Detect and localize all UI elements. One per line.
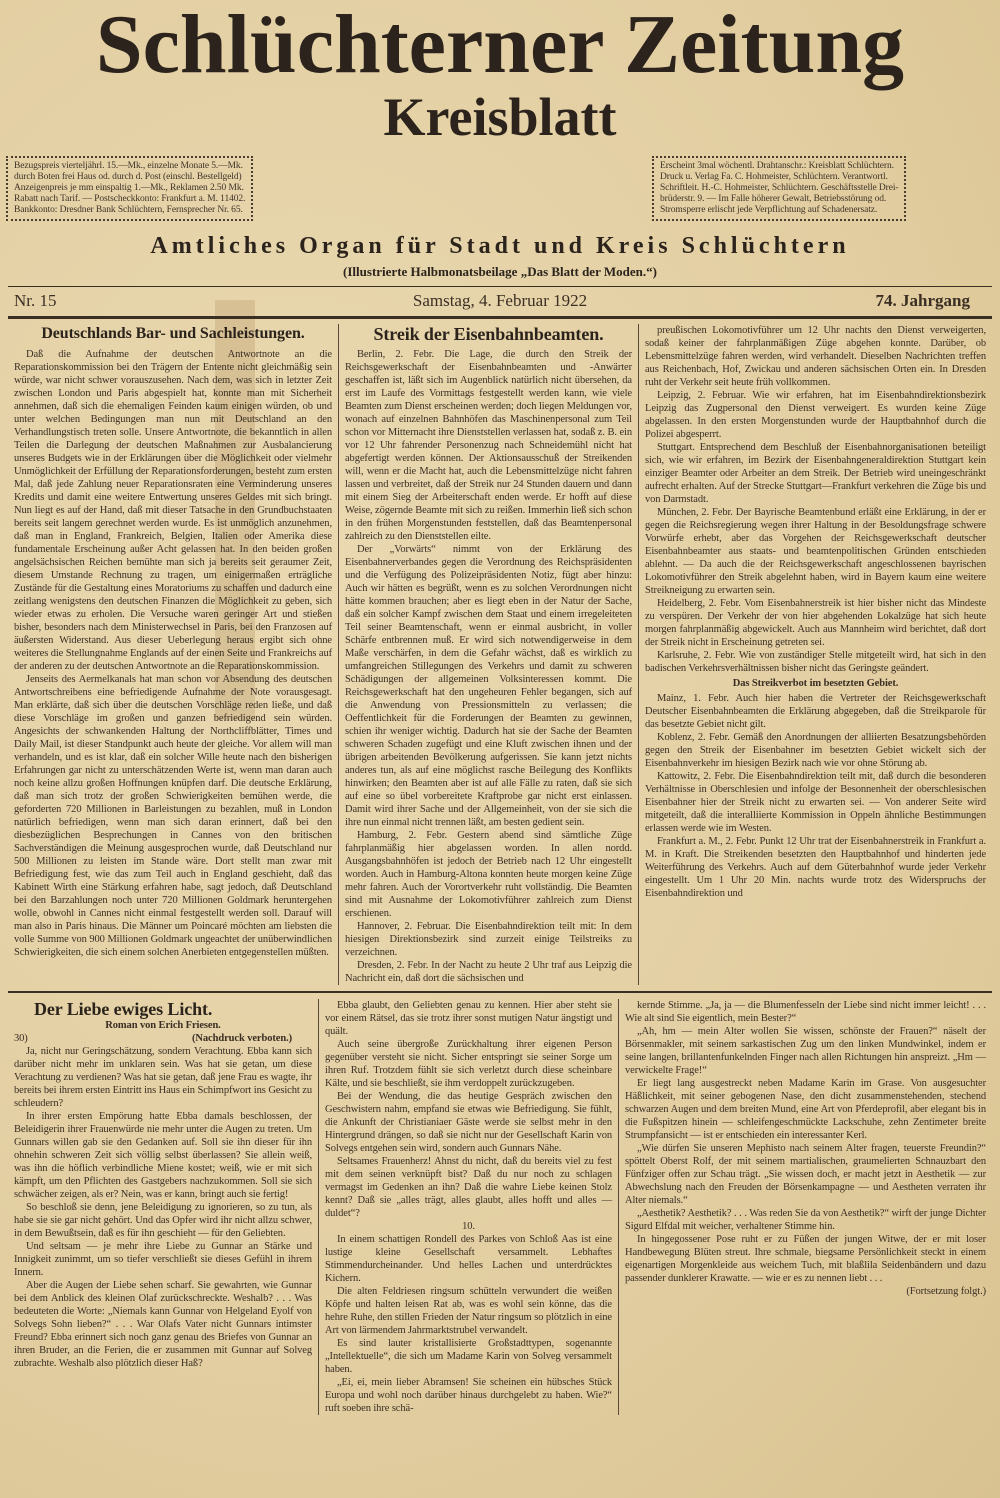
info-line: durch Boten frei Haus od. durch d. Post (einschl. Bestellgeld)	[14, 172, 242, 182]
reprint-notice: (Nachdruck verboten.)	[192, 1033, 292, 1044]
paragraph: Auch seine übergroße Zurückhaltung ihrer eigenen Person gegenüber versteht sie nicht. Sicher entspringt sie seiner Sorge um ihren Ruf. Trotzdem fühlt sie sich verletzt durch diese scheinbare Kälte, und sie beschließt, sie ihm verdoppelt zurückzugeben.	[325, 1039, 612, 1089]
article-reparations	[8, 324, 338, 985]
paragraph: „Ah, hm — mein Alter wollen Sie wissen, schönste der Frauen?“ näselt der Börsenmakler, mit seinem sarkastischen Zug um den linken Mundwinkel, indem er seine langen, brillantenfunkelnden Finger nach allen Richtungen hin anspreizt. „Hm — verwickelte Frage!“	[625, 1026, 986, 1076]
paragraph: So beschloß sie denn, jene Beleidigung zu ignorieren, so zu tun, als habe sie sie gar nicht gehört. Und das Opfer wird ihr nicht allzu schwer, in dem Bewußtsein, daß es für ihn geschieht — für den Geliebten.	[14, 1202, 312, 1239]
paragraph: „Ei, ei, mein lieber Abramsen! Sie scheinen ein hübsches Stück Europa und wohl noch darüber hinaus durchgelebt zu haben. Wie?“ ruft soeben ihre schä-	[325, 1377, 612, 1414]
paragraph: Dresden, 2. Febr. In der Nacht zu heute 2 Uhr traf aus Leipzig die Nachricht ein, daß dort die sächsischen und	[345, 960, 632, 984]
info-line: Druck u. Verlag Fa. C. Hohmeister, Schlüchtern. Verantwortl.	[660, 172, 888, 182]
novel-section	[8, 999, 992, 1415]
paragraph: In ihrer ersten Empörung hatte Ebba damals beschlossen, der Beleidigerin ihrer Frauenwürde nie mehr unter die Augen zu treten. Um Gunnars willen gab sie den Gedanken auf. Soll sie ihn dieser für ihn ohnehin schweren Zeit sich völlig selbst überlassen? Sie allein weiß, was ihn die höflich verbindliche Miene kostet; weiß, wie er mit sich kämpft, um den Pflichten des Gastgebers nachzukommen. Soll sie sich schwächer zeigen, als er? Nein, was er kann, bringt auch sie fertig!	[14, 1111, 312, 1200]
divider	[8, 991, 992, 993]
installment-number: 30)	[14, 1033, 28, 1044]
article-headline: Streik der Eisenbahnbeamten.	[373, 324, 604, 344]
article-strike-continued	[638, 324, 992, 985]
paragraph: Karlsruhe, 2. Febr. Wie von zuständiger Stelle mitgeteilt wird, hat sich in den badischen Verkehrsverhältnissen bisher nicht das Geringste geändert.	[645, 650, 986, 674]
novel-column-3	[618, 999, 992, 1415]
paragraph: kernde Stimme. „Ja, ja — die Blumenfesseln der Liebe sind nicht immer leicht! . . . Wie alt sind Sie eigentlich, mein Bester?“	[625, 1000, 986, 1024]
masthead-title: Schlüchterner Zeitung	[95, 0, 905, 91]
paragraph: Stuttgart. Entsprechend dem Beschluß der Eisenbahnorganisationen beteiligt sich, wie wir erfahren, im Bezirk der Eisenbahngeneraldirektion Stuttgart kein einziger Beamter oder Arbeiter an dem Streik. Der Betrieb wird uneingeschränkt aufrecht erhalten. Auf der Strecke Stuttgart—Frankfurt verkehren die Züge bis und von Darmstadt.	[645, 442, 986, 505]
paragraph: (Fortsetzung folgt.)	[906, 1286, 986, 1297]
paragraph: Hamburg, 2. Febr. Gestern abend sind sämtliche Züge fahrplanmäßig hier abgelassen worden. In allen nordd. Ausgangsbahnhöfen ist jedoch der Betrieb nach 12 Uhr eingestellt worden. Auch in Hamburg-Altona konnten heute morgen keine Züge mehr fahren. Auch der Vorortverkehr ruht vollständig. Die Beamten sind mit Ausnahme der Lokomotivführer zahlreich zum Dienst erschienen.	[345, 830, 632, 919]
info-line: Bankkonto: Dresdner Bank Schlüchtern, Fernsprecher Nr. 65.	[14, 205, 243, 215]
article-headline: Deutschlands Bar- und Sachleistungen.	[41, 325, 305, 342]
official-organ-line: Amtliches Organ für Stadt und Kreis Schlüchtern	[150, 233, 850, 259]
info-line: Anzeigenpreis je mm einspaltig 1.—Mk., Reklamen 2.50 Mk.	[14, 183, 244, 193]
paragraph: In einem schattigen Rondell des Parkes von Schloß Aas ist eine lustige kleine Gesellschaft versammelt. Lebhaftes Stimmendurcheinander. Und helles Lachen und unterdrücktes Kichern.	[325, 1234, 612, 1284]
paragraph: Seltsames Frauenherz! Ahnst du nicht, daß du bereits viel zu fest mit dem seinen verknüpft bist? Daß du nur noch zu schlagen vermagst im Gedenken an ihn? Daß die wahre Liebe keinen Stolz kennt? Daß sie „alles trägt, alles glaubt, alles hofft und alles — duldet“?	[325, 1156, 612, 1219]
paragraph: Jenseits des Aermelkanals hat man schon vor Absendung des deutschen Antwortschreibens eine befriedigende Aufnahme der Note vorausgesagt. Man erklärte, daß sich über die deutschen Vorschläge reden ließe, und daß diese Vorschläge im großen und ganzen befriedigend sein würden. Angesichts der schwankenden Haltung der Northcliffblätter, Times und Daily Mail, ist dieser Standpunkt auch heute der gleiche. Vor allem will man verhandeln, und es ist klar, daß ein solcher Wille heute nach den bisherigen Erfahrungen gar nicht zu unterschätzenden Werte ist, wenn man daran auch noch keine allzu großen Hoffnungen knüpfen darf. Die deutsche Erklärung, daß man sich trotz der großen Schwierigkeiten bemühen werde, die geforderten 720 Millionen in Barleistungen zu bezahlen, muß in London natürlich befriedigen, wenn man sich daran erinnert, daß bei den diesbezüglichen Besprechungen in Cannes von den britischen Sachverständigen die Meinung ausgesprochen wurde, daß Deutschland nur 500 Millionen zu leisten im Stande wäre. Dort stellt man zwar mit Befriedigung fest, wie das zum Teil auch in England geschieht, daß das Kabinett Wirth eine Stärkung erfahren habe, sagt jedoch, daß Deutschland bei den Barzahlungen noch unter 720 Millionen Goldmark heruntergehen wolle, obwohl in Cannes nicht einmal festgestellt werden soll. Darauf will man also in Paris hinaus. Die Männer um Poincaré möchten am liebsten die volle Summe von 900 Millionen Goldmark ungeachtet der unüberwindlichen Schwierigkeiten, die sich einem solchen Anerbieten entgegenstellen müßten.	[14, 674, 332, 958]
info-line: Bezugspreis vierteljährl. 15.—Mk., einzelne Monate 5.—Mk.	[14, 161, 243, 171]
paragraph: Hannover, 2. Februar. Die Eisenbahndirektion teilt mit: In dem hiesigen Direktionsbezirk sind zurzeit einige Teilstreiks zu verzeichnen.	[345, 921, 632, 958]
novel-byline: Roman von Erich Friesen.	[105, 1020, 221, 1031]
paragraph: „Aesthetik? Aesthetik? . . . Was reden Sie da von Aesthetik?“ wirft der junge Dichter Sigurd Elfdal mit weicher, verhaltener Stimme hin.	[625, 1208, 986, 1232]
paragraph: Der „Vorwärts“ nimmt von der Erklärung des Eisenbahnerverbandes gegen die Verordnung des Reichspräsidenten und die Verfügung des Polizeipräsidenten Notiz, fügt aber hinzu: Auch wir hätten es begrüßt, wenn es zu solchen Verordnungen nicht hätte kommen brauchen; aber es liegt eben in der Natur der Sache, daß ein solcher Kampf zwischen dem Staat und einem irregeleiteten Teil seiner Beamtenschaft, wenn er einmal ausbricht, in voller Schärfe entbrennen muß. Er wird sich notwendigerweise in dem Maße verschärfen, in dem die Gefahr wächst, daß es wirklich zu umfangreichen Stillegungen des Verkehrs und damit zu schweren Schädigungen der allgemeinen Volksinteressen kommt. Die Reichsgewerkschaft hat den ungeheuren Fehler begangen, sich auf die Anwendung von Pressionsmitteln zu verlassen; die Oeffentlichkeit für die Forderungen der Beamten zu gewinnen, schien ihr weniger wichtig. Dadurch hat sie der Sache der Beamten schweren Schaden zugefügt und eine Kluft zwischen ihnen und der übrigen arbeitenden Bevölkerung aufgerissen. Sie kann jetzt nichts anderes tun, als auf eine möglichst rasche Beilegung des Konflikts hinwirken; den Beamten aber ist auf alle Fälle zu raten, daß sie sich auf eine so übel vorbereitete Kraftprobe gar nicht erst einlassen. Damit wird ihrer Sache und der Allgemeinheit, von der sie sich die ihre nun einmal nicht trennen läßt, am besten gedient sein.	[345, 544, 632, 828]
paragraph: Und seltsam — je mehr ihre Liebe zu Gunnar an Stärke und Innigkeit zunimmt, um so tiefer verschließt sie dieses Gefühl in ihrem Innern.	[14, 1241, 312, 1278]
divider	[8, 286, 992, 287]
page-body	[8, 324, 992, 1415]
divider	[8, 316, 992, 319]
info-line: Schriftleit. H.-C. Hohmeister, Schlüchtern. Geschäftsstelle Drei-	[660, 183, 899, 193]
paragraph: Ebba glaubt, den Geliebten genau zu kennen. Hier aber steht sie vor einem Rätsel, das sie trotz ihrer sonst mutigen Natur ängstigt und quält.	[325, 1000, 612, 1037]
top-articles	[8, 324, 992, 985]
paragraph: Koblenz, 2. Febr. Gemäß den Anordnungen der alliierten Besatzungsbehörden gegen den Streik der Eisenbahner im besetzten Gebiet wickelt sich der Eisenbahnverkehr im hiesigen Bezirk nach wie vor ohne Störung ab.	[645, 732, 986, 769]
info-line: Erscheint 3mal wöchentl. Drahtanschr.: Kreisblatt Schlüchtern.	[660, 161, 894, 171]
publisher-info-box	[652, 156, 906, 221]
paragraph: Daß die Aufnahme der deutschen Antwortnote an die Reparationskommission bei den Trägern der Entente nicht gleichmäßig sein würde, war nicht schwer vorauszusehen. Nach dem, was sich in letzter Zeit zwischen London und Paris abgespielt hat, konnte man mit Sicherheit annehmen, daß sich die ehemaligen Feinden kaum einigen würden, ob und unter welchen Bedingungen man nun mit Deutschland an den Verhandlungstisch treten solle. Unsere Antwortnote, die bekanntlich in allen Teilen die Darlegung der deutschen Maßnahmen zur Ausbalancierung unseres Budgets wie in der Erklärungen über die Möglichkeit oder vielmehr Unmöglichkeit der Erfüllung der Reparationsforderungen, besteht zum ersten Mal, daß jede Zahlung neuer Reparationsraten eine Verminderung unseres Kredits und damit eine weitere Entwertung unseres Geldes mit sich bringt. Nun liegt es auf der Hand, daß mit dieser Tatsache in den Grundbuchstaaten bereits seit langem gerechnet werden wurde. Es ist unmöglich anzunehmen, daß man in England, Frankreich, Belgien, Italien oder Amerika diese fundamentale Erscheinung außer Acht gelassen hat. In den beiden großen angelsächsischen Reichen bemühte man sich ja bereits seit geraumer Zeit, diesem Umstande Rechnung zu tragen, um einigermaßen erträgliche Zustände für die Gestaltung eines Moratoriums zu schaffen und dadurch eine zeitlang wenigstens den deutschen Finanzen die Möglichkeit zu geben, sich wieder etwas zu erholen. Die Versuche waren geringer Art und stießen bisher, besonders nach dem Ministerwechsel in Paris, bei den Franzosen auf äußersten Widerstand. Aus dieser Ueberlegung heraus ergibt sich ohne weiteres die Stellungnahme Englands auf der einen Seite und Frankreichs auf der anderen zu der deutschen Antwortnote an die Reparationskommission.	[14, 349, 332, 672]
issue-date: Samstag, 4. Februar 1922	[412, 291, 588, 310]
section-subheading: Das Streikverbot im besetzten Gebiet.	[732, 678, 899, 689]
paragraph: „Wie dürfen Sie unseren Mephisto nach seinem Alter fragen, teuerste Freundin?“ spöttelt Oberst Rolf, der mit seinem martialischen, graumelierten Schnauzbart den Fünfziger offen zur Schau trägt. „Sie wissen doch, er macht jetzt in Aesthetik — zur Abwechslung nach den Freuden der Börsenkampagne — und Aestheten verraten ihr Alter niemals.“	[625, 1143, 986, 1206]
paragraph: In hingegossener Pose ruht er zu Füßen der jungen Witwe, der er mit loser Handbewegung Blüten streut. Ihre schmale, biegsame Persönlichkeit steckt in einem eigenartigen Morgenkleide aus weichem Tuch, mit blaßlila Seidenbändern und dazu passender dunklerer Krawatte. — wie er es zu nennen liebt . . .	[625, 1234, 986, 1284]
paragraph: Er liegt lang ausgestreckt neben Madame Karin im Grase. Von ausgesuchter Häßlichkeit, mit seiner gebogenen Nase, den dicht zusammenstehenden, stechend schwarzen Augen und dem breiten Mund, eine Art von Pferdeprofil, aber elegant bis in die Fußspitzen hinein — schleifengeschmückte Lackschuhe, zehn Zentimeter breite Strumpfansicht — ist er entschieden ein interessanter Kerl.	[625, 1078, 986, 1141]
paragraph: Mainz, 1. Febr. Auch hier haben die Vertreter der Reichsgewerkschaft Deutscher Eisenbahnbeamten die Erklärung abgegeben, daß die Streikparole für das besetzte Gebiet nicht gilt.	[645, 693, 986, 730]
novel-column-1	[8, 999, 318, 1415]
paragraph: Heidelberg, 2. Febr. Vom Eisenbahnerstreik ist hier bisher nicht das Mindeste zu verspüren. Der Verkehr der von hier abgehenden Lokalzüge hat sich heute morgen fahrplanmäßig abgewickelt. Auch aus Mannheim wird berichtet, daß dort der Streik nicht in Erscheinung getreten sei.	[645, 598, 986, 648]
paragraph: Kattowitz, 2. Febr. Die Eisenbahndirektion teilt mit, daß durch die besonderen Verhältnisse in Oberschlesien und infolge der Besonnenheit der oberschlesischen Eisenbahner hier der Streik nicht zu erwarten sei. — Von anderer Seite wird mitgeteilt, daß die interalliierte Kommission in Oppeln ähnliche Bestimmungen erlassen werde wie im Westen.	[645, 771, 986, 834]
paragraph: Die alten Feldriesen ringsum schütteln verwundert die weißen Köpfe und halten leisen Rat ab, was es wohl sein könne, das die hehre Ruhe, den stillen Frieden der Natur ringsum so plötzlich in eine Art von lärmendem Jahrmarktstrubel verwandelt.	[325, 1286, 612, 1336]
novel-title: Der Liebe ewiges Licht.	[34, 999, 213, 1019]
info-line: Rabatt nach Tarif. — Postscheckkonto: Frankfurt a. M. 11402.	[14, 194, 246, 204]
paragraph: Leipzig, 2. Februar. Wie wir erfahren, hat im Eisenbahndirektionsbezirk Leipzig das Zugpersonal den Dienst verweigert. Es wurden keine Züge abgelassen. In den ersten Morgenstunden wurde der Hauptbahnhof durch die Polizei abgesperrt.	[645, 390, 986, 440]
novel-column-2	[318, 999, 618, 1415]
supplement-line: (Illustrierte Halbmonatsbeilage „Das Blatt der Moden.“)	[343, 264, 657, 279]
paragraph: Aber die Augen der Liebe sehen scharf. Sie gewahrten, wie Gunnar bei dem Anblick des kleinen Olaf zurückschreckte. Weshalb? . . . Was bedeuteten die Worte: „Niemals kann Gunnar von Helgeland Eyolf von Solvegs Sohn lieben?“ . . . War Olafs Vater nicht Gunnars intimster Freund? Ebba erinnert sich noch ganz genau des Briefes von Gunnar an ihren Bruder, an die Ferien, die er zusammen mit Gunnar auf Solveg zubrachte. Weshalb also plötzlich dieser Haß?	[14, 1280, 312, 1369]
paragraph: Es sind lauter kristallisierte Großstadttypen, sogenannte „Intellektuelle“, die sich um Madame Karin von Solveg versammelt haben.	[325, 1338, 612, 1375]
paragraph: Berlin, 2. Febr. Die Lage, die durch den Streik der Reichsgewerkschaft der Eisenbahnbeamten und -Anwärter geschaffen ist, läßt sich im Augenblick natürlich nicht übersehen, da erst im Laufe des Vormittags festgestellt werden kann, wie viele Beamten zum Dienst erscheinen werden; doch liegen Meldungen vor, wonach auf einzelnen Bahnhöfen das Maschinenpersonal zum Teil schon vor Mitternacht ihre Dienststellen verlassen hat, sodaß z. B. ein vor 12 Uhr fahrender Personenzug nach Schneidemühl nicht hat abgefertigt werden können. Der Aktionsausschuß der Streikenden will, wenn er die Macht hat, auch die Lebensmittelzüge nicht fahren lassen und verbreitet, daß der Streik nur 24 Stunden dauern und dann mit einem Sieg der Arbeiterschaft enden werde. Er hofft auf diese Weise, zögernde Beamte mit sich zu reißen. Immerhin ließ sich schon in den frühen Morgenstunden feststellen, daß das Beamtenpersonal zahlreich zu den Dienststellen eilte.	[345, 349, 632, 542]
issue-number: Nr. 15	[14, 291, 57, 310]
paragraph: München, 2. Febr. Der Bayrische Beamtenbund erläßt eine Erklärung, in der er gegen die Reichsregierung wegen ihrer Haltung in der Besoldungsfrage schwere Vorwürfe erhebt, aber das Vorgehen der Reichsgewerkschaft deutscher Eisenbahnbeamter aus staats- und beamtenpolitischen Gründen entschieden ablehnt. — Da auch die der Reichsgewerkschaft angeschlossenen bayrischen Lokomotivführer den Streik abgelehnt haben, wird in Bayern kaum eine weitere Streikneigung zu erwarten sein.	[645, 507, 986, 596]
article-strike	[338, 324, 638, 985]
paragraph: 10.	[462, 1221, 475, 1232]
subscription-info-box	[6, 156, 253, 221]
info-line: Stromsperre erlischt jede Verpflichtung auf Schadenersatz.	[660, 205, 878, 215]
paragraph: Ja, nicht nur Geringschätzung, sondern Verachtung. Ebba kann sich darüber nicht mehr im unklaren sein. Was hat sie getan, um diese Verachtung zu verdienen? Was hat sie getan, daß jene Frau es wagte, ihr bereits bei ihrem ersten Eintritt ins Haus ein Schimpfwort ins Gesicht zu schleudern?	[14, 1046, 312, 1109]
volume-number: 74. Jahrgang	[875, 291, 970, 310]
paragraph: preußischen Lokomotivführer um 12 Uhr nachts den Dienst verweigerten, sodaß keiner der fahrplanmäßigen Züge abgehen konnte. Darüber, ob Lebensmittelzüge fahren werden, wird verhandelt. Dieselben Nachrichten treffen aus Reichenbach, Hof, Zwickau und anderen sächsischen Orten ein. In Dresden ruht der Verkehr seit heute früh vollkommen.	[645, 325, 986, 388]
paragraph: Bei der Wendung, die das heutige Gespräch zwischen den Geschwistern nahm, empfand sie etwas wie Befriedigung. Sie fühlt, die Ankunft der Christianiaer Gäste werde sie selbst mehr in den Hintergrund drängen, so daß sie nicht nur der Gesellschaft Karin von Solvegs entgehen sein wird, sondern auch Gunnars Nähe.	[325, 1091, 612, 1154]
masthead-subtitle: Kreisblatt	[383, 87, 617, 147]
info-line: brüderstr. 9. — Im Falle höherer Gewalt, Betriebsstörung od.	[660, 194, 887, 204]
paragraph: Frankfurt a. M., 2. Febr. Punkt 12 Uhr trat der Eisenbahnerstreik in Frankfurt a. M. in Kraft. Die Streikenden besetzten den Hauptbahnhof und hinderten jede Weiterführung des Verkehrs. Auch auf dem Güterbahnhof wurde jeder Verkehr eingestellt. Um 1 Uhr 20 Min. nachts wurde trotz des Widerspruchs der Eisenbahndirektion und	[645, 836, 986, 899]
